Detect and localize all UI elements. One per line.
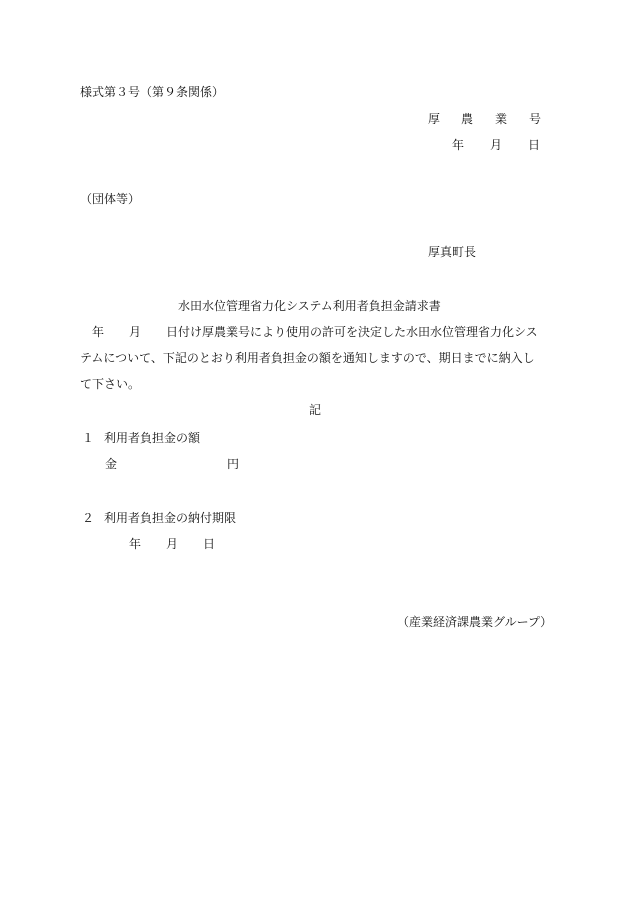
header-date-month: 月	[490, 138, 503, 152]
doc-number-suffix: 業	[495, 112, 508, 126]
header-date-day: 日	[528, 138, 541, 152]
item-1-amount-suffix: 円	[227, 457, 240, 471]
item-2-label: 利用者負担金の納付期限	[104, 511, 237, 525]
ki-mark: 記	[309, 403, 322, 417]
issuer: 厚真町長	[428, 245, 477, 259]
item-2-month: 月	[166, 537, 179, 551]
body-month: 月	[129, 325, 142, 339]
department: （産業経済課農業グループ）	[397, 615, 553, 629]
item-2-year: 年	[129, 537, 142, 551]
doc-number-prefix: 厚	[428, 112, 441, 126]
body-line3: て下さい。	[80, 377, 141, 391]
header-date-year: 年	[452, 138, 465, 152]
item-2-day: 日	[203, 537, 216, 551]
recipient: （団体等）	[80, 192, 141, 206]
body-line2: テムについて、下記のとおり利用者負担金の額を通知しますので、期日までに納入し	[80, 351, 535, 365]
item-2-number: ２	[82, 511, 95, 525]
item-1-number: １	[82, 431, 95, 445]
body-line1: 日付け厚農業号により使用の許可を決定した水田水位管理省力化シス	[166, 325, 538, 339]
doc-number-middle: 農	[461, 112, 474, 126]
doc-number-tail: 号	[529, 112, 542, 126]
form-number: 様式第３号（第９条関係）	[80, 85, 225, 99]
document-title: 水田水位管理省力化システム利用者負担金請求書	[178, 299, 441, 313]
item-1-label: 利用者負担金の額	[104, 431, 201, 445]
item-1-amount-prefix: 金	[105, 457, 118, 471]
body-year: 年	[92, 325, 105, 339]
